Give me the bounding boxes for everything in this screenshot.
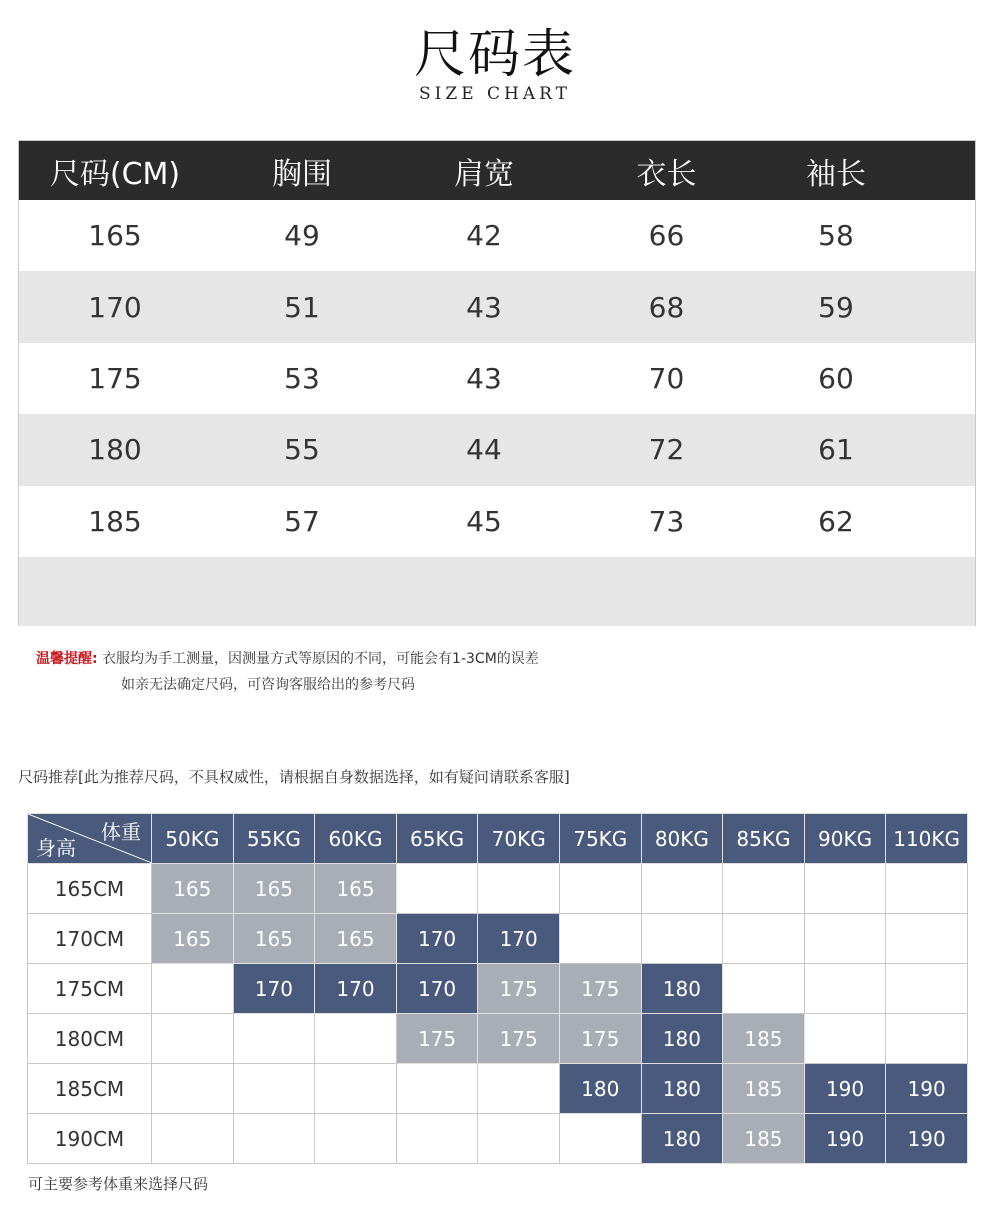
recommend-empty-cell: [723, 864, 805, 914]
recommend-size-cell: 190: [804, 1064, 886, 1114]
recommend-empty-cell: [478, 1114, 560, 1164]
recommend-size-cell: 190: [886, 1114, 968, 1164]
weight-header-cell: 85KG: [723, 814, 805, 864]
recommend-size-cell: 175: [559, 964, 641, 1014]
size-chart-row: [19, 200, 975, 271]
recommend-size-cell: 165: [315, 914, 397, 964]
size-chart-cell: 72: [648, 433, 685, 467]
recommend-header-row: [28, 814, 968, 864]
recommend-size-cell: 165: [152, 914, 234, 964]
recommend-size-cell: 165: [315, 864, 397, 914]
size-chart-table: [18, 140, 976, 626]
recommend-empty-cell: [315, 1014, 397, 1064]
recommend-row: [28, 864, 968, 914]
weight-header-cell: 60KG: [315, 814, 397, 864]
recommend-size-cell: 185: [723, 1014, 805, 1064]
size-chart-cell: 73: [648, 504, 685, 538]
recommend-empty-cell: [315, 1064, 397, 1114]
recommend-empty-cell: [396, 1064, 478, 1114]
size-chart-header: [19, 141, 975, 200]
col-header-sleeve: 袖长: [806, 156, 866, 192]
recommend-size-cell: 175: [559, 1014, 641, 1064]
size-chart-cell: 185: [88, 504, 142, 538]
size-chart-row: [19, 343, 975, 414]
size-chart-cell: 44: [466, 433, 502, 467]
recommend-empty-cell: [804, 914, 886, 964]
weight-header-cell: 80KG: [641, 814, 723, 864]
notice-text-2: 如亲无法确定尺码，可咨询客服给出的参考尺码: [121, 677, 415, 693]
height-label-cell: 190CM: [28, 1114, 152, 1164]
recommend-empty-cell: [886, 864, 968, 914]
weight-header-cell: 65KG: [396, 814, 478, 864]
recommend-row: [28, 964, 968, 1014]
height-label-cell: 170CM: [28, 914, 152, 964]
notice-text-1: 衣服均为手工测量，因测量方式等原因的不同，可能会有1-3CM的误差: [102, 651, 539, 667]
recommend-size-cell: 175: [396, 1014, 478, 1064]
size-chart-cell: 180: [88, 433, 142, 467]
recommend-empty-cell: [315, 1114, 397, 1164]
recommend-size-cell: 170: [478, 914, 560, 964]
recommend-size-cell: 180: [641, 1014, 723, 1064]
size-chart-cell: 43: [466, 290, 502, 324]
recommend-size-cell: 190: [886, 1064, 968, 1114]
size-chart-cell: 59: [818, 290, 854, 324]
weight-header-cell: 55KG: [233, 814, 315, 864]
notice-line-1: [36, 644, 539, 674]
recommend-empty-cell: [152, 1064, 234, 1114]
recommend-empty-cell: [559, 1114, 641, 1164]
size-chart-cell: 62: [818, 504, 854, 538]
height-label-cell: 165CM: [28, 864, 152, 914]
recommend-empty-cell: [396, 1114, 478, 1164]
page-title: 尺码表: [413, 25, 576, 85]
recommend-title: 尺码推荐[此为推荐尺码，不具权威性，请根据自身数据选择，如有疑问请联系客服]: [18, 768, 570, 786]
recommend-size-cell: 190: [804, 1114, 886, 1164]
recommend-size-cell: 170: [233, 964, 315, 1014]
recommend-empty-cell: [641, 864, 723, 914]
size-chart-row: [19, 486, 975, 557]
recommend-empty-cell: [641, 914, 723, 964]
size-chart-cell: 45: [466, 504, 502, 538]
size-chart-cell: 60: [818, 361, 854, 395]
height-label-cell: 185CM: [28, 1064, 152, 1114]
recommend-empty-cell: [152, 1014, 234, 1064]
col-header-size: 尺码(CM): [49, 156, 181, 192]
size-chart-blank-row: [19, 557, 975, 626]
size-chart-cell: 55: [284, 433, 320, 467]
recommend-size-cell: 175: [478, 964, 560, 1014]
weight-header-cell: 90KG: [804, 814, 886, 864]
size-chart-row: [19, 271, 975, 342]
recommend-empty-cell: [233, 1064, 315, 1114]
recommend-empty-cell: [152, 1114, 234, 1164]
recommend-empty-cell: [478, 1064, 560, 1114]
recommend-empty-cell: [478, 864, 560, 914]
recommend-empty-cell: [723, 964, 805, 1014]
recommend-size-cell: 175: [478, 1014, 560, 1064]
corner-weight-label: 体重: [101, 820, 141, 844]
recommend-footer: 可主要参考体重来选择尺码: [28, 1175, 209, 1193]
size-chart-cell: 57: [284, 504, 320, 538]
col-header-shoulder: 肩宽: [454, 156, 514, 192]
recommend-empty-cell: [396, 864, 478, 914]
recommend-size-cell: 170: [396, 914, 478, 964]
recommend-size-cell: 185: [723, 1064, 805, 1114]
size-chart-cell: 175: [88, 361, 142, 395]
recommend-empty-cell: [559, 914, 641, 964]
corner-cell: [28, 814, 152, 864]
size-chart-cell: 53: [284, 361, 320, 395]
size-chart-cell: 70: [648, 361, 685, 395]
weight-header-cell: 75KG: [559, 814, 641, 864]
weight-header-cell: 70KG: [478, 814, 560, 864]
size-chart-cell: 170: [88, 290, 142, 324]
weight-header-cell: 50KG: [152, 814, 234, 864]
height-label-cell: 175CM: [28, 964, 152, 1014]
size-chart-cell: 51: [284, 290, 320, 324]
size-chart-cell: 58: [818, 219, 854, 253]
page-subtitle: SIZE CHART: [419, 84, 571, 104]
size-chart-cell: 49: [284, 219, 320, 253]
recommend-table: [27, 813, 968, 1164]
recommend-row: [28, 1064, 968, 1114]
recommend-row: [28, 1014, 968, 1064]
recommend-empty-cell: [886, 964, 968, 1014]
weight-header-cell: 110KG: [886, 814, 968, 864]
recommend-row: [28, 1114, 968, 1164]
recommend-empty-cell: [804, 1014, 886, 1064]
height-label-cell: 180CM: [28, 1014, 152, 1064]
recommend-empty-cell: [233, 1114, 315, 1164]
recommend-empty-cell: [152, 964, 234, 1014]
recommend-size-cell: 165: [152, 864, 234, 914]
col-header-chest: 胸围: [272, 156, 332, 192]
size-chart-cell: 42: [466, 219, 502, 253]
recommend-empty-cell: [886, 914, 968, 964]
recommend-empty-cell: [886, 1014, 968, 1064]
size-chart-cell: 165: [88, 219, 142, 253]
size-chart-cell: 66: [648, 219, 685, 253]
recommend-empty-cell: [559, 864, 641, 914]
recommend-size-cell: 170: [315, 964, 397, 1014]
recommend-size-cell: 170: [396, 964, 478, 1014]
recommend-row: [28, 914, 968, 964]
col-header-length: 衣长: [636, 156, 697, 192]
recommend-size-cell: 180: [641, 1114, 723, 1164]
recommend-empty-cell: [723, 914, 805, 964]
recommend-size-cell: 165: [233, 914, 315, 964]
size-chart-cell: 68: [648, 290, 685, 324]
recommend-size-cell: 165: [233, 864, 315, 914]
recommend-empty-cell: [804, 964, 886, 1014]
corner-height-label: 身高: [36, 836, 76, 860]
recommend-size-cell: 180: [559, 1064, 641, 1114]
recommend-size-cell: 180: [641, 964, 723, 1014]
recommend-empty-cell: [233, 1014, 315, 1064]
notice-label: 温馨提醒:: [36, 651, 98, 667]
recommend-size-cell: 185: [723, 1114, 805, 1164]
size-chart-cell: 43: [466, 361, 502, 395]
recommend-empty-cell: [804, 864, 886, 914]
recommend-size-cell: 180: [641, 1064, 723, 1114]
size-chart-cell: 61: [818, 433, 854, 467]
size-chart-row: [19, 414, 975, 485]
